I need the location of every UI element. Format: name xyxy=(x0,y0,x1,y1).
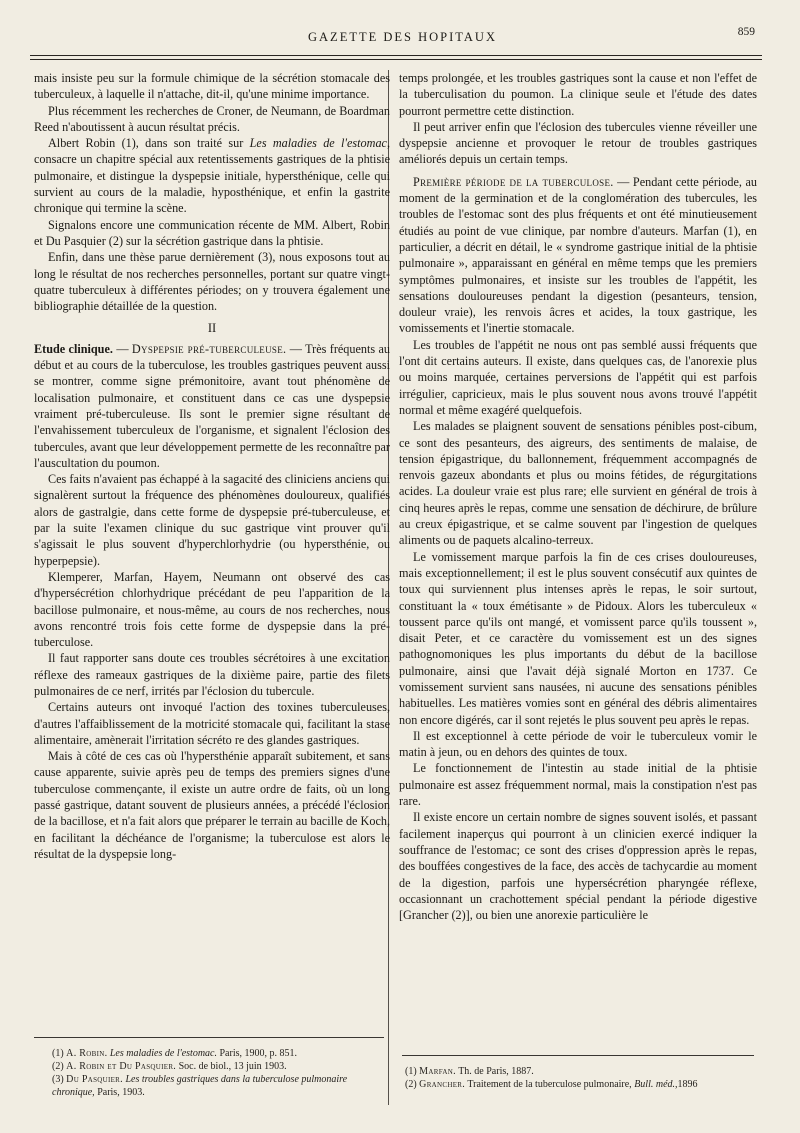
paragraph: Il est exceptionnel à cette période de voir le tuberculeux vomir le matin à jeun, ou en dehors des quintes de toux. xyxy=(399,728,757,760)
paragraph: Il faut rapporter sans doute ces troubles sécrétoires à une excitation réflexe des rameaux gastriques de la dixième paire, partie des filets pulmonaires de ce nerf, irrités par l'éclosion du tubercule. xyxy=(34,651,390,698)
footnote-number: (3) xyxy=(52,1074,67,1085)
section-heading: Etude clinique. xyxy=(34,341,113,356)
footnote-text: Paris, 1900, p. 851. xyxy=(217,1048,297,1059)
footnotes-right xyxy=(405,1065,760,1091)
paragraph: temps prolongée, et les troubles gastriques sont la cause et non l'effet de la tuberculisation du poumon. La clinique seule et l'étude des dates pourront permettre cette distinction. xyxy=(399,71,757,118)
footnote-author: Marfan. xyxy=(419,1066,456,1077)
subsection-heading: Première période de la tuberculose. xyxy=(413,174,614,189)
paragraph: Plus récemment les recherches de Croner, de Neumann, de Boardman Reed n'aboutissent à aucun résultat précis. xyxy=(34,103,390,134)
text-run: Albert Robin (1), dans son traité sur xyxy=(48,136,250,151)
footnote-text: Th. de Paris, 1887. xyxy=(455,1066,534,1077)
paragraph xyxy=(34,135,390,216)
footnote-author: A. Robin et Du Pasquier. xyxy=(66,1061,177,1072)
text-run: , consacre un chapitre spécial aux retentissements gastriques de la phtisie pulmonaire, et distingue la dyspepsie initiale, hypersthénique, celle qui survient au cours de la maladie, hyposthénique, et enfin la gastrite chronique qui termine la scène. xyxy=(34,136,390,216)
paragraph: Il peut arriver enfin que l'éclosion des tubercules vienne réveiller une dyspepsie ancienne et provoquer le retour de troubles gastriques améliorés depuis un certain temps. xyxy=(399,119,757,167)
footnote-number: (2) xyxy=(405,1079,420,1090)
paragraph: Le vomissement marque parfois la fin de ces crises douloureuses, mais exceptionnellement; il est le plus souvent consécutif aux quintes de toux qui surviennent plus intenses après le repas, le soir surtout, constituant la « toux émétisante » de Pidoux. Alors les tuberculeux « toussent parce qu'ils ont mangé, et vomissent parce qu'ils toussent », disait Peter, et ce caractère du vomissement est un des signes pathognomoniques les plus importants du début de la bacillose pulmonaire, ainsi que l'avait déjà signalé Morton en 1737. Ce vomissement survient sans nausées, ni aucune des sensations pénibles habituelles. Les matières vomies sont en général des débris alimentaires non encore digérés, car il sont rejetés le plus souvent peu après le repas. xyxy=(399,549,757,727)
page-number: 859 xyxy=(737,26,755,38)
paragraph: Le fonctionnement de l'intestin au stade initial de la phtisie pulmonaire est assez fréquemment normal, mais la constipation n'est pas rare. xyxy=(399,761,757,809)
footnote-text: Traitement de la tuberculose pulmonaire, xyxy=(465,1079,635,1090)
footnote-rule-left xyxy=(34,1037,384,1038)
text-run: — Très fréquents au début et au cours de la tuberculose, les troubles gastriques peuvent aussi se montrer, comme signe prémonitoire, avant tout phénomène de localisation pulmonaire, et constituent dans ce cas une dyspepsie vraiment pré-tuberculeuse. Ils sont le premier signe résultant de l'envahissement tuberculeux de l'organisme, et signalent l'éclosion des tubercules, avant que leur développement permette de les reconnaître par l'auscultation du poumon. xyxy=(34,341,391,470)
footnote xyxy=(52,1047,382,1060)
footnote-number: (1) xyxy=(52,1048,67,1059)
text-run: — Pendant cette période, au moment de la germination et de la conglomération des tubercules, les troubles de l'estomac sont des plus fréquents et ont été minutieusement étudiés au point de vue clinique, par nombre d'auteurs. Marfan (1), en particulier, a décrit en détail, le « syndrome gastrique initial de la phtisie pulmonaire », apparaissant en général en même temps que les premiers symptômes pulmonaires, et insiste sur les troubles de l'appétit, les sensations douloureuses pendant la digestion (pesanteurs, tension, douleur vraie), les renvois âcres et acides, la toux gastrique, les vomissements et l'inertie stomacale. xyxy=(399,174,758,336)
footnote-number: (2) xyxy=(52,1061,67,1072)
text-run: — xyxy=(112,341,132,356)
footnote xyxy=(52,1073,382,1099)
left-column xyxy=(34,70,390,862)
paragraph: Certains auteurs ont invoqué l'action des toxines tuberculeuses, d'autres l'affaiblissement de la motricité stomacale qui, facilitant la stase alimentaire, amènerait l'irritation sécréto re des glandes gastriques. xyxy=(34,700,390,747)
footnote xyxy=(52,1060,382,1073)
paragraph xyxy=(399,174,757,337)
footnote-journal: Bull. méd., xyxy=(634,1079,678,1090)
right-column xyxy=(399,70,757,923)
header-rule-top xyxy=(30,55,762,56)
paragraph: Signalons encore une communication récente de MM. Albert, Robin et Du Pasquier (2) sur la sécrétion gastrique dans la phtisie. xyxy=(34,217,390,248)
paragraph: Enfin, dans une thèse parue dernièrement (3), nous exposons tout au long le résultat de nos recherches personnelles, portant sur quatre vingt-quatre tuberculeux à différentes périodes; on y trouvera également une bibliographie détaillée de la question. xyxy=(34,250,390,314)
footnote xyxy=(405,1065,760,1078)
book-title: Les maladies de l'estomac xyxy=(249,136,387,151)
footnote-rule-right xyxy=(402,1055,754,1056)
page-header xyxy=(50,26,755,48)
paragraph: Mais à côté de ces cas où l'hypersthénie apparaît subitement, et sans cause apparente, suivie après peu de temps des premiers signes d'une tuberculose commençante, il existe un autre ordre de faits, où un long passé gastrique, datant souvent de plusieurs années, a précédé l'éclosion de la bacillose, et n'a fait alors que préparer le terrain au bacille de Koch, en facilitant la déchéance de l'organisme; la tuberculose est alors le résultat de la dyspepsie long- xyxy=(34,749,390,861)
footnote-author: Grancher. xyxy=(419,1079,466,1090)
paragraph: Les malades se plaignent souvent de sensations pénibles post-cibum, ce sont des pesanteurs, des aigreurs, des sentiments de malaise, de tension épigastrique, du ballonnement, fréquemment accompagnés de renvois gazeux abondants et plus ou moins fétides, de régurgitations acides. La douleur vraie est plus rare; elle survient en général de trois à cinq heures après le repas, comme une sensation de déchirure, de brûlure au creux épigastrique, et se calme souvent par l'ingestion de quelques aliments ou de paquets alcalino-terreux. xyxy=(399,419,757,548)
footnotes-left xyxy=(52,1047,382,1099)
paragraph: mais insiste peu sur la formule chimique de la sécrétion stomacale des tuberculeux, à laquelle il n'attache, dit-il, qu'une minime importance. xyxy=(34,71,390,102)
footnote-text: Paris, 1903. xyxy=(94,1087,145,1098)
footnote-text: Soc. de biol., 13 juin 1903. xyxy=(176,1061,287,1072)
journal-title: GAZETTE DES HOPITAUX xyxy=(308,30,497,44)
paragraph xyxy=(34,341,390,471)
paragraph: Les troubles de l'appétit ne nous ont pas semblé aussi fréquents que l'ont dit certains auteurs. Il existe, dans quelques cas, de l'anorexie plus ou moins marquée, certaines perversions de l'appétit qui est parfois irrégulier, capricieux, mais le plus souvent nous avons trouvé l'appétit normal et même exagéré quelquefois. xyxy=(399,337,757,417)
paragraph: Klemperer, Marfan, Hayem, Neumann ont observé des cas d'hypersécrétion chlorhydrique précédant de peu l'apparition de la bacillose pulmonaire, et nous-même, au cours de nos recherches, nous avons rencontré trois fois cette forme de dyspepsie dans la pré-tuberculose. xyxy=(34,569,390,650)
subsection-heading: Dyspepsie pré-tuberculeuse. xyxy=(131,341,287,356)
header-rule-bottom xyxy=(30,59,762,60)
footnote xyxy=(405,1078,760,1091)
footnote-year: 1896 xyxy=(677,1079,698,1090)
footnote-author: Du Pasquier. xyxy=(66,1074,123,1085)
footnote-author: A. Robin. xyxy=(66,1048,108,1059)
footnote-title: Les troubles gastriques dans la tuberculose pulmonaire chronique, xyxy=(52,1074,348,1098)
section-number: II xyxy=(207,321,217,336)
footnote-title: Les maladies de l'estomac. xyxy=(107,1048,217,1059)
footnote-number: (1) xyxy=(405,1066,420,1077)
paragraph: Ces faits n'avaient pas échappé à la sagacité des cliniciens anciens qui signalèrent surtout la fréquence des phénomènes douloureux, qualifiés alors de gastralgie, dans cette forme de dyspepsie pré-tuberculeuse, et par la suite l'examen clinique du suc gastrique vint prouver qu'il s'agissait le plus souvent d'hyperchlorhydrie (ou hypersthénie, ou hyperpepsie). xyxy=(34,472,390,568)
paragraph: Il existe encore un certain nombre de signes souvent isolés, et passant facilement inaperçus qui pourront à un clinicien exercé indiquer la souffrance de l'estomac; ce sont des crises d'oppression après le repas, des bouffées congestives de la face, des accès de tachycardie au moment de la digestion, parfois une hypersécrétion pharyngée réflexe, occasionnant un crachottement spécial pendant la période digestive [Grancher (2)], ou bien une anorexie particulière le xyxy=(399,810,757,923)
